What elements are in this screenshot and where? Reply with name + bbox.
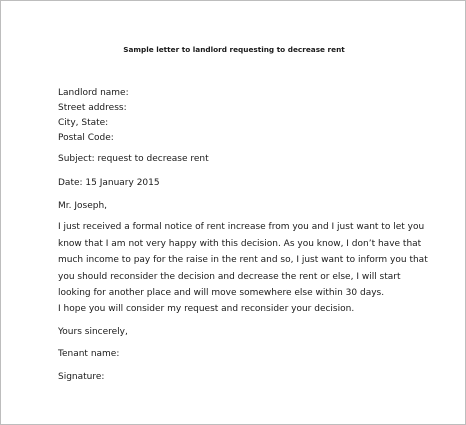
body-line: you should reconsider the decision and decrease the rent or else, I will start: [58, 271, 401, 282]
salutation: Mr. Joseph,: [58, 201, 108, 211]
street-address-line: Street address:: [58, 103, 127, 113]
postal-code-line: Postal Code:: [58, 133, 114, 143]
closing-request: I hope you will consider my request and reconsider your decision.: [58, 304, 355, 314]
body-line: know that I am not very happy with this decision. As you know, I don’t have that: [58, 238, 422, 249]
body-line: looking for another place and will move somewhere else within 30 days.: [58, 288, 385, 298]
body-line: much income to pay for the raise in the rent and so, I just want to inform you that: [58, 255, 428, 265]
body-line: I just received a formal notice of rent increase from you and I just want to let you: [58, 222, 425, 232]
landlord-name-line: Landlord name:: [58, 88, 129, 98]
city-state-line: City, State:: [58, 118, 109, 128]
letter-title: Sample letter to landlord requesting to decrease rent: [123, 45, 345, 54]
signature-line: Signature:: [58, 372, 105, 382]
subject-line: Subject: request to decrease rent: [58, 154, 209, 164]
tenant-name-line: Tenant name:: [58, 349, 120, 359]
date-line: Date: 15 January 2015: [58, 178, 160, 188]
body-paragraph: [58, 219, 443, 302]
sign-off: Yours sincerely,: [58, 327, 128, 337]
